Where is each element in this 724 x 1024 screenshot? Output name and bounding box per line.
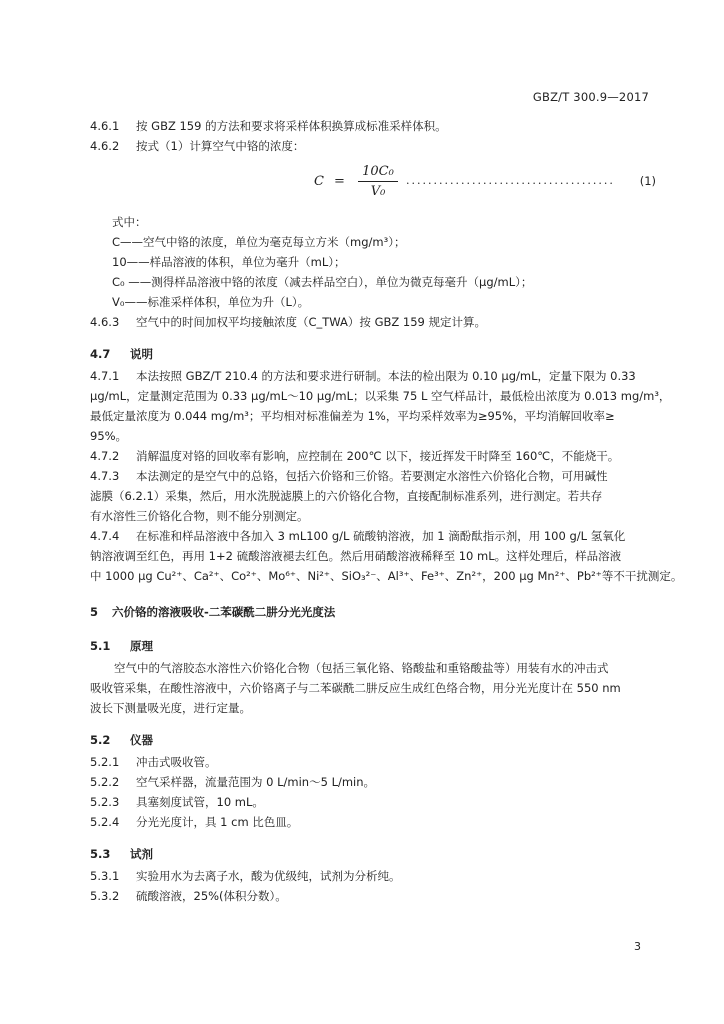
section-number: 5.2	[90, 733, 111, 747]
clause-text: 实验用水为去离子水，酸为优级纯，试剂为分析纯。	[136, 869, 401, 883]
clause-4-6-1	[90, 116, 656, 136]
section-heading-5	[90, 600, 656, 624]
clause-line: 在标准和样品溶液中各加入 3 mL100 g/L 硫酸钠溶液，加 1 滴酚酞指示剂，用 100 g/L 氢氧化	[136, 529, 626, 543]
clause-text: 硫酸溶液，25%(体积分数）。	[136, 889, 287, 903]
clause-number: 4.6.3	[90, 315, 120, 329]
section-number: 5.1	[90, 639, 111, 653]
formula-numerator: 10C₀	[362, 164, 394, 179]
clause-number: 4.6.2	[90, 139, 120, 153]
clause-text: 按 GBZ 159 的方法和要求将采样体积换算成标准采样体积。	[136, 119, 447, 133]
clause-5-2-4	[90, 812, 656, 832]
formula-leader-dots: ......................................	[406, 174, 615, 187]
section-heading-5-2	[90, 728, 656, 752]
clause-number: 4.7.3	[90, 469, 120, 483]
section-title: 仪器	[130, 733, 153, 747]
clause-line: μg/mL，定量测定范围为 0.33 μg/mL～10 μg/mL；以采集 75 L 空气样品计，最低检出浓度为 0.013 mg/m³，	[90, 389, 671, 403]
formula-lhs: C	[314, 174, 324, 189]
section-heading-4-7	[90, 342, 656, 366]
where-item: C₀ ——测得样品溶液中铬的浓度（减去样品空白），单位为微克每毫升（μg/mL）；	[112, 275, 533, 289]
section-title: 六价铬的溶液吸收-二苯碳酰二肼分光光度法	[112, 605, 336, 619]
formula-fraction	[358, 164, 398, 199]
clause-number: 5.2.1	[90, 755, 120, 769]
clause-4-7-1	[90, 366, 671, 446]
section-number: 5	[90, 605, 99, 619]
section-heading-5-3	[90, 842, 656, 866]
clause-4-6-3	[90, 312, 656, 332]
clause-number: 5.2.4	[90, 815, 120, 829]
section-title: 说明	[130, 347, 153, 361]
clause-number: 4.7.2	[90, 449, 120, 463]
clause-line: 最低定量浓度为 0.044 mg/m³；平均相对标准偏差为 1%，平均采样效率为≥95%，平均消解回收率≥	[90, 409, 615, 423]
clause-number: 4.7.1	[90, 369, 120, 383]
clause-5-3-2	[90, 886, 656, 906]
where-item: 10——样品溶液的体积，单位为毫升（mL）；	[112, 255, 346, 269]
section-number: 4.7	[90, 347, 111, 361]
fraction-bar	[358, 181, 398, 182]
formula-denominator: V₀	[370, 184, 386, 199]
clause-5-2-3	[90, 792, 656, 812]
clause-line: 钠溶液调至红色，再用 1+2 硫酸溶液褪去红色。然后用硝酸溶液稀释至 10 mL。这样处理后，样品溶液	[90, 549, 622, 563]
clause-text: 具塞刻度试管，10 mL。	[136, 795, 264, 809]
clause-4-7-4	[90, 526, 683, 586]
formula-1	[90, 158, 656, 208]
clause-number: 4.6.1	[90, 119, 120, 133]
clause-4-6-2	[90, 136, 656, 156]
page-number: 3	[634, 940, 641, 953]
clause-4-7-2	[90, 446, 656, 466]
clause-5-2-2	[90, 772, 656, 792]
paragraph-line: 波长下测量吸光度，进行定量。	[90, 701, 251, 715]
clause-5-2-1	[90, 752, 656, 772]
clause-5-3-1	[90, 866, 656, 886]
where-item: V₀——标准采样体积，单位为升（L）。	[112, 295, 310, 309]
clause-line: 滤膜（6.2.1）采集，然后，用水洗脱滤膜上的六价铬化合物，直接配制标准系列，进行测定。若共存	[90, 489, 603, 503]
clause-line: 有水溶性三价铬化合物，则不能分别测定。	[90, 509, 309, 523]
standard-code: GBZ/T 300.9—2017	[532, 90, 649, 104]
clause-line: 本法按照 GBZ/T 210.4 的方法和要求进行研制。本法的检出限为 0.10 μg/mL，定量下限为 0.33	[136, 369, 636, 383]
formula-number: (1)	[639, 174, 656, 188]
clause-number: 5.3.2	[90, 889, 120, 903]
clause-text: 空气中的时间加权平均接触浓度（C_TWA）按 GBZ 159 规定计算。	[136, 315, 487, 329]
page-content	[90, 116, 683, 906]
clause-line: 本法测定的是空气中的总铬，包括六价铬和三价铬。若要测定水溶性六价铬化合物，可用碱性	[136, 469, 608, 483]
section-heading-5-1	[90, 634, 656, 658]
clause-text: 按式（1）计算空气中铬的浓度：	[136, 139, 305, 153]
clause-number: 5.2.3	[90, 795, 120, 809]
clause-number: 5.2.2	[90, 775, 120, 789]
formula-equals: =	[334, 174, 345, 189]
clause-4-7-3	[90, 466, 656, 526]
principle-paragraph	[90, 658, 656, 718]
clause-text: 冲击式吸收管。	[136, 755, 217, 769]
section-number: 5.3	[90, 847, 111, 861]
section-title: 原理	[130, 639, 153, 653]
clause-text: 分光光度计，具 1 cm 比色皿。	[136, 815, 299, 829]
clause-line: 消解温度对铬的回收率有影响，应控制在 200℃ 以下，接近挥发干时降至 160℃，不能烧干。	[136, 449, 620, 463]
clause-text: 空气采样器，流量范围为 0 L/min～5 L/min。	[136, 775, 376, 789]
where-item: C——空气中铬的浓度，单位为毫克每立方米（mg/m³）；	[112, 235, 406, 249]
paragraph-line: 空气中的气溶胶态水溶性六价铬化合物（包括三氧化铬、铬酸盐和重铬酸盐等）用装有水的冲击式	[114, 661, 609, 675]
clause-number: 5.3.1	[90, 869, 120, 883]
where-intro: 式中：	[112, 215, 147, 229]
clause-number: 4.7.4	[90, 529, 120, 543]
paragraph-line: 吸收管采集，在酸性溶液中，六价铬离子与二苯碳酰二肼反应生成红色络合物，用分光光度计在 550 nm	[90, 681, 621, 695]
section-title: 试剂	[130, 847, 153, 861]
clause-line: 95%。	[90, 429, 128, 443]
clause-line: 中 1000 μg Cu²⁺、Ca²⁺、Co²⁺、Mo⁶⁺、Ni²⁺、SiO₃²⁻、Al³⁺、Fe³⁺、Zn²⁺，200 μg Mn²⁺、Pb²⁺等不干扰测定。	[90, 569, 683, 583]
